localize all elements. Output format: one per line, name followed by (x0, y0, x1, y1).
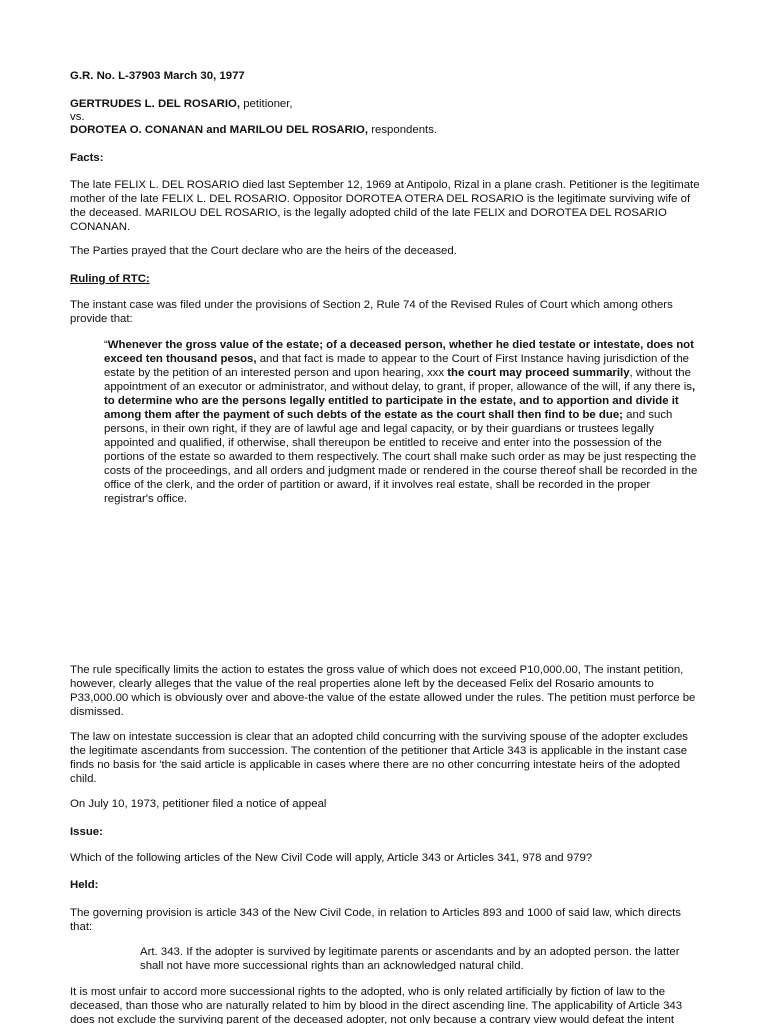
held-heading: Held: (70, 879, 99, 891)
quote-bold-3: , to determine who are the persons legally entitled to participate in the estate, and to apportion and divide it among them after the payment of such debts of the estate as the court shall then find to be due; (104, 381, 696, 421)
issue-heading: Issue: (70, 826, 103, 838)
quote-open: “ (104, 339, 108, 351)
quote-text-2: , without the appointment of an executor or administrator, and without delay, to grant, if proper, allowance of the will, if any there is (104, 367, 692, 393)
petitioner-line (70, 97, 700, 111)
facts-paragraph-1: The late FELIX L. DEL ROSARIO died last September 12, 1969 at Antipolo, Rizal in a plane crash. Petitioner is the legitimate mother of the late FELIX L. DEL ROSARIO. Oppositor DOROTEA OTERA DEL ROSARIO is the legitimate surviving wife of the deceased. MARILOU DEL ROSARIO, is the legally adopted child of the late FELIX and DOROTEA DEL ROSARIO CONANAN. (70, 179, 700, 233)
versus: vs. (70, 111, 85, 123)
facts-heading: Facts: (70, 152, 104, 164)
article-343-quote: Art. 343. If the adopter is survived by legitimate parents or ascendants and by an adopted person. the latter shall not have more successional rights than an acknowledged natural child. (140, 946, 680, 972)
respondents-role: respondents. (368, 124, 438, 136)
held-paragraph-2: It is most unfair to accord more successional rights to the adopted, who is only related artificially by fiction of law to the deceased, than those who are naturally related to him by blood in the direct ascending line. The applicability of Article 343 does not exclude the surviving parent of the deceased adopter, not only because a contrary view would defeat the intent (70, 986, 683, 1024)
petitioner-role: petitioner, (240, 98, 293, 110)
quote-text-1: and that fact is made to appear to the Court of First Instance having jurisdiction of the estate by the petition of an interested person and upon hearing, xxx (104, 353, 690, 379)
rule-paragraph: The rule specifically limits the action to estates the gross value of which does not exceed P10,000.00, The instant petition, however, clearly alleges that the value of the real properties alone left by the deceased Felix del Rosario amounts to P33,000.00 which is obviously over and above-the value of the estate allowed under the rules. The petition must perforce be dismissed. (70, 664, 696, 718)
respondents-name: DOROTEA O. CONANAN and MARILOU DEL ROSARIO, (70, 124, 369, 136)
quote-bold-2: the court may proceed summarily (447, 367, 630, 379)
issue-text: Which of the following articles of the New Civil Code will apply, Article 343 or Articles 341, 978 and 979? (70, 852, 593, 864)
respondents-line (70, 123, 700, 137)
law-paragraph: The law on intestate succession is clear that an adopted child concurring with the surviving spouse of the adopter excludes the legitimate ascendants from succession. The contention of the petitioner that Article 343 is applicable in the instant case finds no basis for 'the said article is applicable in cases where there are no other concurring intestate heirs of the adopted child. (70, 731, 688, 785)
rtc-intro: The instant case was filed under the provisions of Section 2, Rule 74 of the Revised Rules of Court which among others provide that: (70, 299, 673, 325)
quote-text-3: and such persons, in their own right, if they are of lawful age and legal capacity, or by their guardians or trustees legally appointed and qualified, if otherwise, shall thereupon be entitled to receive and enter into the possession of the portions of the estate so awarded to them respectively. The court shall make such order as may be just respecting the costs of the proceedings, and all orders and judgment made or rendered in the course thereof shall be recorded in the office of the clerk, and the order of partition or award, if it involves real estate, shall be recorded in the proper registrar's office. (104, 409, 698, 505)
rule-74-quote (104, 338, 699, 506)
quote-bold-1: Whenever the gross value of the estate; of a deceased person, whether he died testate or intestate, does not exceed ten thousand pesos, (104, 339, 694, 365)
held-paragraph-1: The governing provision is article 343 of the New Civil Code, in relation to Articles 893 and 1000 of said law, which directs that: (70, 907, 681, 933)
case-number: G.R. No. L-37903 March 30, 1977 (70, 70, 245, 82)
facts-paragraph-2: The Parties prayed that the Court declare who are the heirs of the deceased. (70, 245, 457, 257)
rtc-heading: Ruling of RTC: (70, 273, 150, 285)
petitioner-name: GERTRUDES L. DEL ROSARIO, (70, 98, 241, 110)
appeal-paragraph: On July 10, 1973, petitioner filed a notice of appeal (70, 798, 327, 810)
